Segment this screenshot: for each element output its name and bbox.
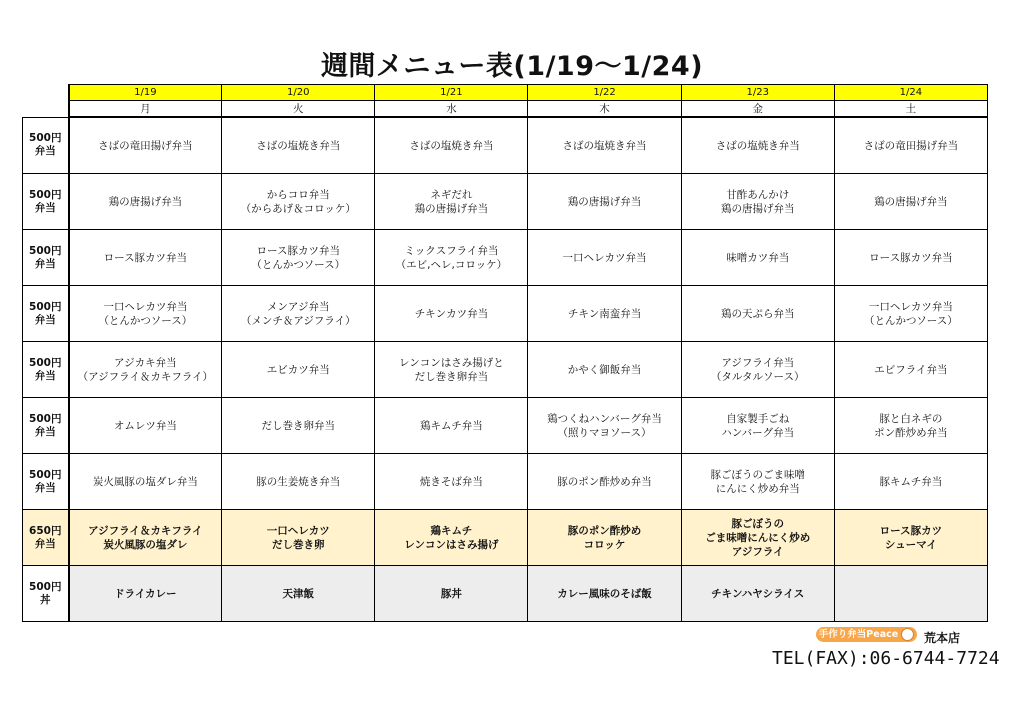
dish-cell: だし巻き卵弁当 [222, 398, 375, 454]
dish-cell: 味噌カツ弁当 [681, 230, 834, 286]
weekday-cell: 水 [375, 101, 528, 118]
dish-cell: 豚のポン酢炒め弁当 [528, 454, 681, 510]
date-cell: 1/20 [222, 85, 375, 101]
menu-row [23, 230, 988, 286]
weekday-cell: 火 [222, 101, 375, 118]
dish-cell: さばの塩焼き弁当 [681, 117, 834, 174]
price-cell: 500円 弁当 [23, 230, 69, 286]
dish-cell: 焼きそば弁当 [375, 454, 528, 510]
dish-cell: 鶏キムチ弁当 [375, 398, 528, 454]
dish-cell: さばの塩焼き弁当 [375, 117, 528, 174]
dish-cell: ロース豚カツ シューマイ [834, 510, 987, 566]
dish-cell: 鶏の唐揚げ弁当 [69, 174, 222, 230]
price-cell: 500円 弁当 [23, 117, 69, 174]
dish-cell: チキンカツ弁当 [375, 286, 528, 342]
weekday-cell: 土 [834, 101, 987, 118]
price-cell: 500円 弁当 [23, 174, 69, 230]
dish-cell: ロース豚カツ弁当 [834, 230, 987, 286]
date-cell: 1/21 [375, 85, 528, 101]
bowl-menu-row [23, 566, 988, 622]
dish-cell: 甘酢あんかけ 鶏の唐揚げ弁当 [681, 174, 834, 230]
dish-cell: ドライカレー [69, 566, 222, 622]
dish-cell: 鶏の唐揚げ弁当 [834, 174, 987, 230]
menu-row [23, 117, 988, 174]
date-cell: 1/24 [834, 85, 987, 101]
dish-cell: 炭火風豚の塩ダレ弁当 [69, 454, 222, 510]
weekday-cell: 金 [681, 101, 834, 118]
price-cell: 500円 弁当 [23, 454, 69, 510]
dish-cell: 鶏キムチ レンコンはさみ揚げ [375, 510, 528, 566]
dish-cell: 豚の生姜焼き弁当 [222, 454, 375, 510]
dish-cell: カレー風味のそば飯 [528, 566, 681, 622]
weekday-cell: 月 [69, 101, 222, 118]
dish-cell: 鶏の唐揚げ弁当 [528, 174, 681, 230]
dish-cell: 豚キムチ弁当 [834, 454, 987, 510]
price-cell: 650円 弁当 [23, 510, 69, 566]
price-cell: 500円 弁当 [23, 342, 69, 398]
dish-cell: レンコンはさみ揚げと だし巻き卵弁当 [375, 342, 528, 398]
date-cell: 1/19 [69, 85, 222, 101]
dish-cell: 豚ごぼうのごま味噌 にんにく炒め弁当 [681, 454, 834, 510]
dish-cell: かやく御飯弁当 [528, 342, 681, 398]
weekday-header-row [23, 101, 988, 118]
dish-cell: メンアジ弁当 （メンチ＆アジフライ） [222, 286, 375, 342]
dish-cell: アジフライ＆カキフライ 炭火風豚の塩ダレ [69, 510, 222, 566]
telephone-number: TEL(FAX):06-6744-7724 [772, 648, 1000, 669]
dish-cell: からコロ弁当 （からあげ＆コロッケ） [222, 174, 375, 230]
price-cell: 500円 弁当 [23, 286, 69, 342]
dish-cell: ロース豚カツ弁当 （とんかつソース） [222, 230, 375, 286]
dish-cell: 一口ヘレカツ弁当 （とんかつソース） [69, 286, 222, 342]
menu-row [23, 454, 988, 510]
dish-cell: オムレツ弁当 [69, 398, 222, 454]
dish-cell: エビフライ弁当 [834, 342, 987, 398]
dish-cell: さばの塩焼き弁当 [222, 117, 375, 174]
dish-cell: さばの竜田揚げ弁当 [834, 117, 987, 174]
dish-cell: さばの塩焼き弁当 [528, 117, 681, 174]
weekday-cell: 木 [528, 101, 681, 118]
dish-cell: 鶏つくねハンバーグ弁当 （照りマヨソース） [528, 398, 681, 454]
dish-cell: 一口ヘレカツ弁当 （とんかつソース） [834, 286, 987, 342]
menu-row [23, 342, 988, 398]
dish-cell: 自家製手ごね ハンバーグ弁当 [681, 398, 834, 454]
dish-cell: 一口ヘレカツ弁当 [528, 230, 681, 286]
dish-cell: アジカキ弁当 （アジフライ＆カキフライ） [69, 342, 222, 398]
price-cell: 500円 弁当 [23, 398, 69, 454]
date-header-row [23, 85, 988, 101]
menu-row [23, 174, 988, 230]
dish-cell [834, 566, 987, 622]
dish-cell: ロース豚カツ弁当 [69, 230, 222, 286]
dish-cell: 豚ごぼうの ごま味噌にんにく炒め アジフライ [681, 510, 834, 566]
logo-text: 手作り弁当Peace [818, 629, 899, 640]
bento-icon [901, 628, 914, 641]
menu-row [23, 286, 988, 342]
corner-cell [23, 101, 69, 118]
store-name: 荒本店 [924, 631, 961, 645]
dish-cell: アジフライ弁当 （タルタルソース） [681, 342, 834, 398]
dish-cell: エビカツ弁当 [222, 342, 375, 398]
menu-row [23, 398, 988, 454]
corner-cell [23, 85, 69, 101]
date-cell: 1/23 [681, 85, 834, 101]
dish-cell: さばの竜田揚げ弁当 [69, 117, 222, 174]
dish-cell: 豚丼 [375, 566, 528, 622]
special-menu-row [23, 510, 988, 566]
dish-cell: 天津飯 [222, 566, 375, 622]
dish-cell: 豚のポン酢炒め コロッケ [528, 510, 681, 566]
dish-cell: ミックスフライ弁当 （エビ,ヘレ,コロッケ） [375, 230, 528, 286]
dish-cell: 鶏の天ぷら弁当 [681, 286, 834, 342]
dish-cell: ネギだれ 鶏の唐揚げ弁当 [375, 174, 528, 230]
date-cell: 1/22 [528, 85, 681, 101]
shop-logo [816, 627, 917, 642]
price-cell: 500円 丼 [23, 566, 69, 622]
dish-cell: 豚と白ネギの ポン酢炒め弁当 [834, 398, 987, 454]
page-title: 週間メニュー表(1/19～1/24) [320, 51, 704, 82]
dish-cell: チキン南蛮弁当 [528, 286, 681, 342]
dish-cell: チキンハヤシライス [681, 566, 834, 622]
dish-cell: 一口ヘレカツ だし巻き卵 [222, 510, 375, 566]
weekly-menu-table [22, 84, 988, 622]
